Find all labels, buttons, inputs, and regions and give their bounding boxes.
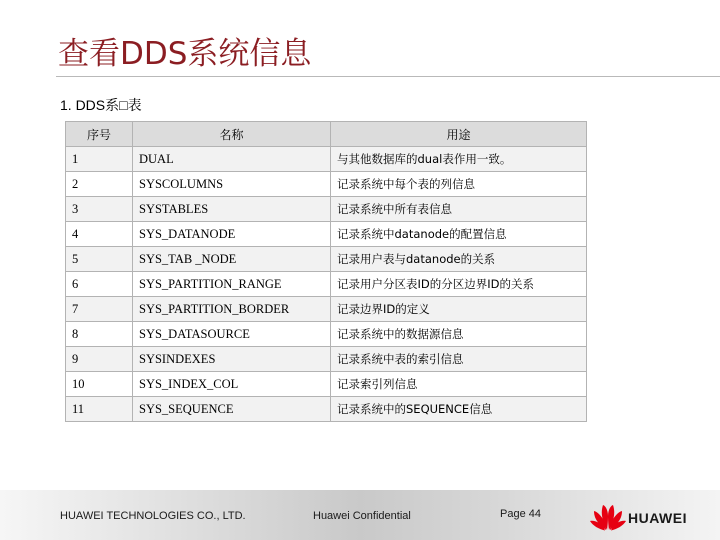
table-usage: 记录边界ID的定义 [331, 297, 587, 322]
table-usage: 记录系统中所有表信息 [331, 197, 587, 222]
page-number: Page 44 [500, 508, 541, 520]
table-name: SYS_DATANODE [133, 222, 331, 247]
table-row [66, 222, 587, 247]
table-row [66, 347, 587, 372]
column-header-name: 名称 [133, 122, 331, 147]
row-number: 6 [66, 272, 133, 297]
table-usage: 与其他数据库的dual表作用一致。 [331, 147, 587, 172]
section-subtitle: 1. DDS系□表 [60, 97, 142, 113]
row-number: 11 [66, 397, 133, 422]
table-usage: 记录用户表与datanode的关系 [331, 247, 587, 272]
row-number: 9 [66, 347, 133, 372]
table-name: SYS_INDEX_COL [133, 372, 331, 397]
logo-wordmark: HUAWEI [628, 510, 687, 526]
table-name: SYS_PARTITION_RANGE [133, 272, 331, 297]
table-usage: 记录系统中的数据源信息 [331, 322, 587, 347]
row-number: 10 [66, 372, 133, 397]
row-number: 4 [66, 222, 133, 247]
table-row [66, 172, 587, 197]
row-number: 5 [66, 247, 133, 272]
table-row [66, 272, 587, 297]
table-name: SYS_DATASOURCE [133, 322, 331, 347]
table-usage: 记录系统中表的索引信息 [331, 347, 587, 372]
table-name: SYS_TAB _NODE [133, 247, 331, 272]
table-row [66, 297, 587, 322]
table-row [66, 247, 587, 272]
row-number: 8 [66, 322, 133, 347]
column-header-no: 序号 [66, 122, 133, 147]
title-divider [56, 76, 720, 77]
dds-system-table [65, 121, 587, 422]
slide-title: 查看DDS系统信息 [58, 36, 312, 72]
table-usage: 记录用户分区表ID的分区边界ID的关系 [331, 272, 587, 297]
row-number: 2 [66, 172, 133, 197]
table-name: SYS_PARTITION_BORDER [133, 297, 331, 322]
table-usage: 记录索引列信息 [331, 372, 587, 397]
table-row [66, 197, 587, 222]
footer-company: HUAWEI TECHNOLOGIES CO., LTD. [60, 510, 246, 522]
table-name: DUAL [133, 147, 331, 172]
table-row [66, 322, 587, 347]
table-name: SYS_SEQUENCE [133, 397, 331, 422]
table-name: SYSINDEXES [133, 347, 331, 372]
row-number: 7 [66, 297, 133, 322]
huawei-logo [588, 500, 712, 534]
table-header-row [66, 122, 587, 147]
table-row [66, 372, 587, 397]
table-row [66, 397, 587, 422]
table-usage: 记录系统中datanode的配置信息 [331, 222, 587, 247]
table-row [66, 147, 587, 172]
table-usage: 记录系统中每个表的列信息 [331, 172, 587, 197]
table-usage: 记录系统中的SEQUENCE信息 [331, 397, 587, 422]
column-header-usage: 用途 [331, 122, 587, 147]
row-number: 3 [66, 197, 133, 222]
table-name: SYSCOLUMNS [133, 172, 331, 197]
footer-confidential: Huawei Confidential [313, 510, 411, 522]
huawei-petal-logo-icon [590, 502, 626, 532]
row-number: 1 [66, 147, 133, 172]
table-name: SYSTABLES [133, 197, 331, 222]
